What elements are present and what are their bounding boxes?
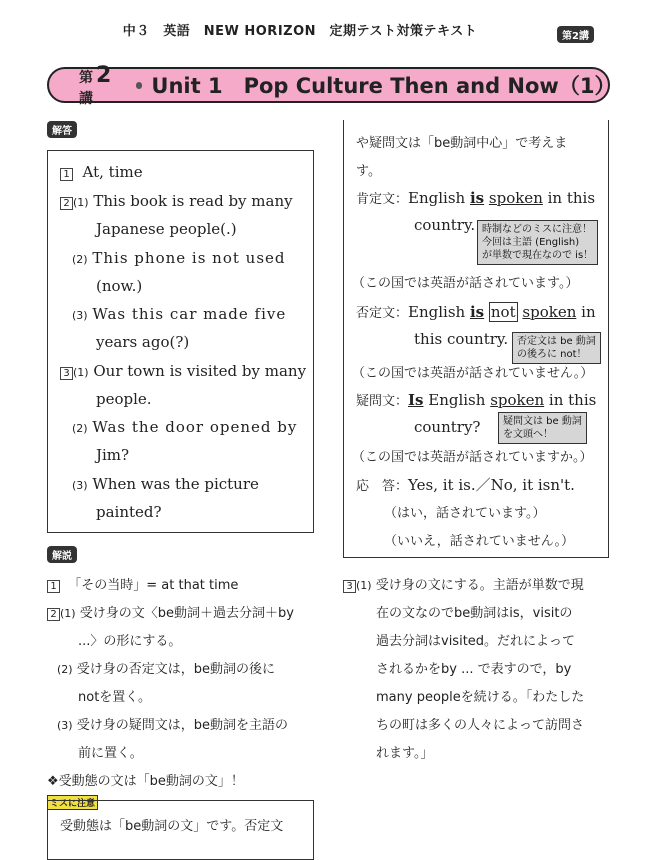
lesson-title: Unit 1 Pop Culture Then and Now（1） — [151, 74, 616, 98]
answer-2-2: (2) This phone is not used — [72, 249, 286, 267]
lesson-tag: 第2講 — [557, 26, 594, 43]
miss-warning-text: 受動態は「be動詞の文」です。否定文 — [60, 819, 284, 834]
page-header-title: 中３ 英語 NEW HORIZON 定期テスト対策テキスト — [122, 24, 478, 39]
be-verb-note-box — [343, 120, 609, 558]
answer-1: 1 At, time — [60, 163, 143, 181]
answer-3-3: (3) When was the picture — [72, 475, 259, 493]
explanation-1: 1 「その当時」= at that time — [47, 574, 238, 593]
point-heading: ❖受動態の文は「be動詞の文」！ — [47, 774, 244, 789]
answer-2-1-cont: Japanese people(.) — [96, 220, 237, 238]
explanation-2-3-cont: 前に置く。 — [78, 746, 143, 761]
answers-box — [47, 150, 314, 533]
explanation-3-line4: されるかをby ... で表すので，by — [376, 662, 572, 677]
negative-sentence: 否定文：English is not spoken in — [356, 303, 596, 321]
answer-translation-no: （いいえ，話されていません。） — [384, 534, 575, 549]
answer-2-3-cont: years ago(?) — [96, 333, 190, 351]
negative-callout: 否定文は be 動詞 の後ろに not！ — [512, 332, 601, 364]
explanation-2-1: 2 (1) 受け身の文〈be動詞＋過去分詞＋by — [47, 602, 294, 621]
explanation-3-line2: 在の文なのでbe動詞はis，visitの — [376, 606, 573, 621]
question-sentence-cont: country? — [414, 418, 481, 436]
note-intro-2: す。 — [356, 164, 381, 179]
lesson-number: 第 2講 — [79, 62, 112, 107]
answer-3-3-cont: painted? — [96, 503, 162, 521]
answer-2-3: (3) Was this car made five — [72, 305, 287, 323]
positive-translation: （この国では英語が話されています。） — [352, 276, 579, 291]
answer-sentence: 応 答：Yes, it is.／No, it isn't. — [356, 476, 575, 494]
explanation-3-1: 3 (1) 受け身の文にする。主語が単数で現 — [343, 574, 584, 593]
answer-3-1-cont: people. — [96, 390, 152, 408]
question-sentence: 疑問文：Is English spoken in this — [356, 391, 597, 409]
miss-warning-box — [47, 800, 314, 860]
answer-3-1: 3 (1) Our town is visited by many — [60, 362, 306, 380]
lesson-banner — [47, 62, 616, 107]
miss-warning-tag: ミスに注意 — [47, 795, 98, 810]
positive-sentence: 肯定文：English is spoken in this — [356, 189, 596, 207]
explanation-2-2-cont: notを置く。 — [78, 690, 152, 705]
positive-sentence-cont: country. — [414, 216, 476, 234]
explanation-3-line7: れます。」 — [376, 746, 434, 761]
answer-3-2-cont: Jim? — [96, 446, 130, 464]
explanation-3-line5: many peopleを続ける。「わたした — [376, 690, 585, 705]
tense-callout: 時制などのミスに注意！ 今回は主語 (English) が単数で現在なので is！ — [477, 220, 598, 265]
explanation-3-line6: ちの町は多くの人々によって訪問さ — [376, 718, 585, 733]
answer-2-2-cont: (now.) — [96, 277, 143, 295]
answer-translation-yes: （はい，話されています。） — [384, 506, 546, 521]
question-callout: 疑問文は be 動詞 を文頭へ！ — [498, 412, 587, 444]
explanation-2-2: (2) 受け身の否定文は，be動詞の後に — [57, 662, 275, 677]
note-intro-1: や疑問文は「be動詞中心」で考えま — [356, 136, 568, 151]
bullet-dot-icon — [136, 82, 143, 89]
explanation-2-3: (3) 受け身の疑問文は，be動詞を主語の — [57, 718, 288, 733]
question-translation: （この国では英語が話されていますか。） — [352, 450, 593, 465]
explanation-label: 解説 — [47, 546, 77, 563]
explanation-2-1-cont: ...〉の形にする。 — [78, 634, 182, 649]
answer-3-2: (2) Was the door opened by — [72, 418, 298, 436]
negative-sentence-cont: this country. — [414, 330, 509, 348]
answers-label: 解答 — [47, 121, 77, 138]
negative-translation: （この国では英語が話されていません。） — [352, 366, 594, 381]
answer-2-1: 2 (1) This book is read by many — [60, 192, 293, 210]
explanation-3-line3: 過去分詞はvisited。だれによって — [376, 634, 576, 649]
